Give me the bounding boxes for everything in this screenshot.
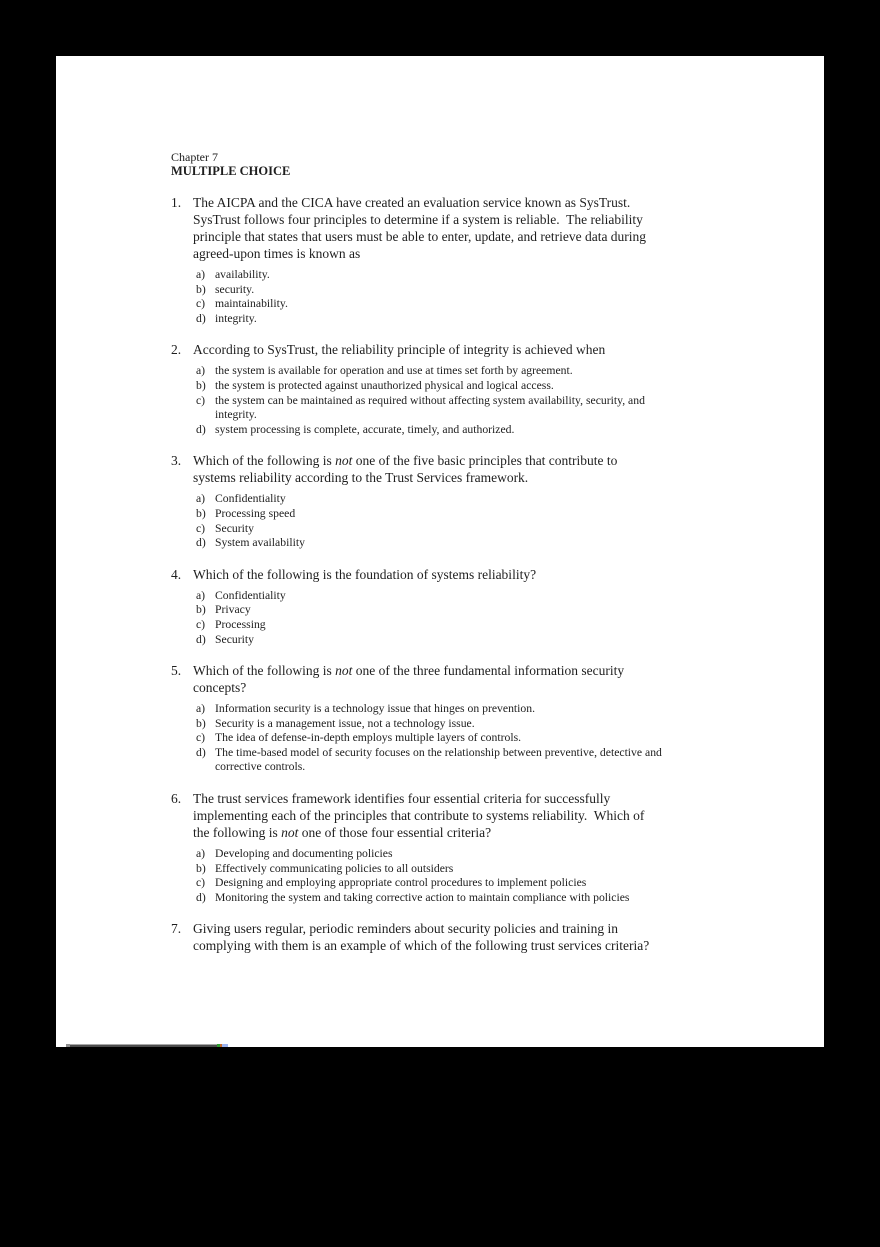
option-row bbox=[196, 507, 774, 522]
option-text bbox=[215, 589, 286, 604]
document-page bbox=[56, 56, 824, 1047]
option-text bbox=[215, 283, 254, 298]
option-row bbox=[196, 731, 774, 746]
option-letter: d) bbox=[196, 890, 206, 904]
option-line: Security is a management issue, not a technology issue. bbox=[215, 716, 475, 730]
option-text bbox=[215, 746, 662, 775]
option-text bbox=[215, 891, 629, 906]
option-row bbox=[196, 297, 774, 312]
option-line: Monitoring the system and taking corrective action to maintain compliance with policies bbox=[215, 890, 630, 904]
option-row bbox=[196, 283, 774, 298]
options-list bbox=[196, 589, 774, 647]
option-letter: b) bbox=[196, 378, 206, 392]
prompt-segment: principle that states that users must be able to enter, update, and retrieve data during bbox=[193, 229, 647, 244]
blue-dot-icon bbox=[222, 1044, 228, 1047]
option-line: corrective controls. bbox=[215, 760, 306, 774]
prompt-segment: Which of the following is bbox=[193, 663, 336, 679]
option-row bbox=[196, 492, 774, 507]
option-line: system processing is complete, accurate, timely, and authorized. bbox=[215, 422, 515, 436]
option-text bbox=[215, 702, 535, 717]
option-text bbox=[215, 633, 254, 648]
option-text bbox=[215, 618, 266, 633]
option-text bbox=[215, 847, 393, 862]
option-line: Information security is a technology issue that hinges on prevention. bbox=[215, 702, 536, 716]
section-title: MULTIPLE CHOICE bbox=[171, 164, 291, 178]
prompt-line bbox=[193, 469, 617, 486]
prompt-line bbox=[193, 807, 644, 824]
option-row bbox=[196, 536, 774, 551]
option-row bbox=[196, 423, 774, 438]
option-line: The time-based model of security focuses on the relationship between preventive, detective and bbox=[215, 745, 662, 759]
question-prompt bbox=[193, 566, 536, 583]
question-number: 6. bbox=[171, 791, 182, 807]
options-list bbox=[196, 492, 774, 550]
options-list bbox=[196, 364, 774, 437]
option-letter: c) bbox=[196, 731, 206, 745]
option-line: availability. bbox=[215, 268, 270, 281]
prompt-segment: implementing each of the principles that contribute to systems reliability. Which of bbox=[193, 808, 645, 824]
option-text bbox=[215, 423, 514, 438]
option-line: integrity. bbox=[215, 408, 257, 422]
question-number: 3. bbox=[171, 453, 182, 469]
option-line: the system is protected against unauthorized physical and logical access. bbox=[215, 378, 554, 392]
option-row bbox=[196, 268, 774, 283]
option-line: the system can be maintained as required without affecting system availability, security, and bbox=[215, 393, 645, 407]
option-text bbox=[215, 862, 453, 877]
option-line: Security bbox=[215, 521, 254, 535]
questions-list bbox=[171, 194, 774, 954]
option-letter: d) bbox=[196, 422, 206, 436]
question-number: 1. bbox=[171, 195, 182, 210]
prompt-line bbox=[193, 790, 644, 807]
option-row bbox=[196, 876, 774, 891]
option-text bbox=[215, 394, 645, 423]
option-row bbox=[196, 717, 774, 732]
prompt-segment: one of the three fundamental information security bbox=[352, 663, 625, 679]
option-text bbox=[215, 268, 270, 283]
option-text bbox=[215, 522, 254, 537]
prompt-line bbox=[193, 679, 624, 696]
option-row bbox=[196, 746, 774, 775]
option-line: security. bbox=[215, 282, 255, 296]
question-number: 4. bbox=[171, 566, 182, 582]
question-prompt-row bbox=[171, 452, 774, 486]
option-letter: a) bbox=[196, 268, 206, 281]
option-letter: a) bbox=[196, 702, 206, 716]
prompt-line bbox=[193, 937, 649, 954]
option-letter: a) bbox=[196, 492, 206, 506]
prompt-italic-segment: not bbox=[281, 825, 299, 841]
prompt-segment: Which of the following is bbox=[193, 453, 336, 469]
question-prompt-row bbox=[171, 194, 774, 262]
option-letter: c) bbox=[196, 617, 206, 631]
option-row bbox=[196, 633, 774, 648]
prompt-line bbox=[193, 662, 624, 679]
option-row bbox=[196, 603, 774, 618]
prompt-segment: The AICPA and the CICA have created an evaluation service known as SysTrust. bbox=[193, 195, 631, 210]
option-text bbox=[215, 731, 521, 746]
option-line: integrity. bbox=[215, 311, 257, 325]
question-prompt bbox=[193, 920, 649, 954]
prompt-line bbox=[193, 211, 646, 228]
option-row bbox=[196, 364, 774, 379]
option-row bbox=[196, 702, 774, 717]
option-letter: c) bbox=[196, 876, 206, 890]
question-prompt-row bbox=[171, 341, 774, 358]
option-letter: d) bbox=[196, 745, 206, 759]
prompt-line bbox=[193, 245, 646, 262]
option-line: Security bbox=[215, 632, 254, 646]
option-line: maintainability. bbox=[215, 297, 288, 311]
question bbox=[171, 452, 774, 550]
prompt-segment: Giving users regular, periodic reminders about security policies and training in bbox=[193, 921, 618, 937]
question-prompt-row bbox=[171, 920, 774, 954]
option-letter: d) bbox=[196, 632, 206, 646]
option-letter: a) bbox=[196, 364, 206, 378]
option-text bbox=[215, 312, 257, 327]
option-letter: a) bbox=[196, 588, 206, 602]
prompt-segment: According to SysTrust, the reliability principle of integrity is achieved when bbox=[193, 342, 606, 358]
option-line: Confidentiality bbox=[215, 492, 286, 506]
option-text bbox=[215, 603, 251, 618]
window-edge-color-dots bbox=[217, 1044, 228, 1047]
option-text bbox=[215, 492, 286, 507]
prompt-segment: the following is bbox=[193, 825, 282, 841]
question-prompt-row bbox=[171, 790, 774, 841]
prompt-segment: one of the five basic principles that contribute to bbox=[352, 453, 618, 469]
options-list bbox=[196, 847, 774, 905]
prompt-line bbox=[193, 824, 644, 841]
question bbox=[171, 566, 774, 647]
partial-window-top-edge bbox=[66, 1044, 217, 1047]
option-row bbox=[196, 379, 774, 394]
question-number: 7. bbox=[171, 921, 182, 937]
prompt-line bbox=[193, 920, 649, 937]
option-row bbox=[196, 618, 774, 633]
prompt-line bbox=[193, 341, 605, 358]
question bbox=[171, 194, 774, 326]
question bbox=[171, 662, 774, 775]
option-line: Privacy bbox=[215, 603, 251, 617]
prompt-segment: Which of the following is the foundation of systems reliability? bbox=[193, 566, 537, 582]
chapter-heading: Chapter 7 bbox=[171, 150, 218, 164]
prompt-line bbox=[193, 452, 617, 469]
option-row bbox=[196, 891, 774, 906]
option-row bbox=[196, 312, 774, 327]
option-letter: b) bbox=[196, 282, 206, 296]
option-text bbox=[215, 507, 295, 522]
prompt-segment: concepts? bbox=[193, 680, 247, 696]
option-letter: b) bbox=[196, 506, 206, 520]
option-letter: d) bbox=[196, 311, 206, 325]
option-text bbox=[215, 536, 305, 551]
option-letter: b) bbox=[196, 603, 206, 617]
option-line: Processing speed bbox=[215, 506, 296, 520]
option-line: Developing and documenting policies bbox=[215, 847, 393, 861]
question-prompt bbox=[193, 341, 605, 358]
option-letter: b) bbox=[196, 861, 206, 875]
option-text bbox=[215, 876, 586, 891]
option-row bbox=[196, 862, 774, 877]
prompt-segment: one of those four essential criteria? bbox=[298, 825, 492, 841]
prompt-segment: complying with them is an example of which of the following trust services criteria? bbox=[193, 938, 650, 954]
options-list bbox=[196, 268, 774, 326]
option-line: Designing and employing appropriate control procedures to implement policies bbox=[215, 876, 587, 890]
option-row bbox=[196, 394, 774, 423]
prompt-segment: agreed-upon times is known as bbox=[193, 246, 361, 261]
question-prompt-row bbox=[171, 662, 774, 696]
options-list bbox=[196, 702, 774, 775]
option-text bbox=[215, 297, 288, 312]
option-line: Effectively communicating policies to all outsiders bbox=[215, 861, 454, 875]
question-prompt bbox=[193, 452, 617, 486]
prompt-segment: The trust services framework identifies four essential criteria for successfully bbox=[193, 791, 611, 807]
option-text bbox=[215, 379, 554, 394]
question-prompt-row bbox=[171, 566, 774, 583]
option-line: System availability bbox=[215, 536, 305, 550]
question bbox=[171, 790, 774, 905]
prompt-segment: systems reliability according to the Trust Services framework. bbox=[193, 470, 529, 486]
option-row bbox=[196, 589, 774, 604]
option-line: The idea of defense-in-depth employs multiple layers of controls. bbox=[215, 731, 522, 745]
prompt-line bbox=[193, 566, 536, 583]
question-prompt bbox=[193, 790, 644, 841]
question-number: 2. bbox=[171, 342, 182, 358]
question bbox=[171, 920, 774, 954]
option-letter: c) bbox=[196, 521, 206, 535]
option-letter: d) bbox=[196, 536, 206, 550]
prompt-italic-segment: not bbox=[335, 663, 353, 679]
option-letter: b) bbox=[196, 716, 206, 730]
option-line: the system is available for operation and use at times set forth by agreement. bbox=[215, 364, 573, 378]
option-line: Processing bbox=[215, 617, 266, 631]
page-content bbox=[56, 56, 824, 954]
option-row bbox=[196, 522, 774, 537]
prompt-italic-segment: not bbox=[335, 453, 353, 469]
option-letter: c) bbox=[196, 393, 206, 407]
prompt-segment: SysTrust follows four principles to determine if a system is reliable. The reliability bbox=[193, 212, 643, 227]
question-number: 5. bbox=[171, 663, 182, 679]
question bbox=[171, 341, 774, 437]
option-text bbox=[215, 364, 573, 379]
question-prompt bbox=[193, 662, 624, 696]
option-line: Confidentiality bbox=[215, 588, 286, 602]
option-letter: a) bbox=[196, 847, 206, 861]
window-edge-knob bbox=[66, 1044, 70, 1047]
question-prompt bbox=[193, 194, 646, 262]
prompt-line bbox=[193, 228, 646, 245]
option-row bbox=[196, 847, 774, 862]
option-text bbox=[215, 717, 475, 732]
prompt-line bbox=[193, 194, 646, 211]
option-letter: c) bbox=[196, 297, 206, 311]
